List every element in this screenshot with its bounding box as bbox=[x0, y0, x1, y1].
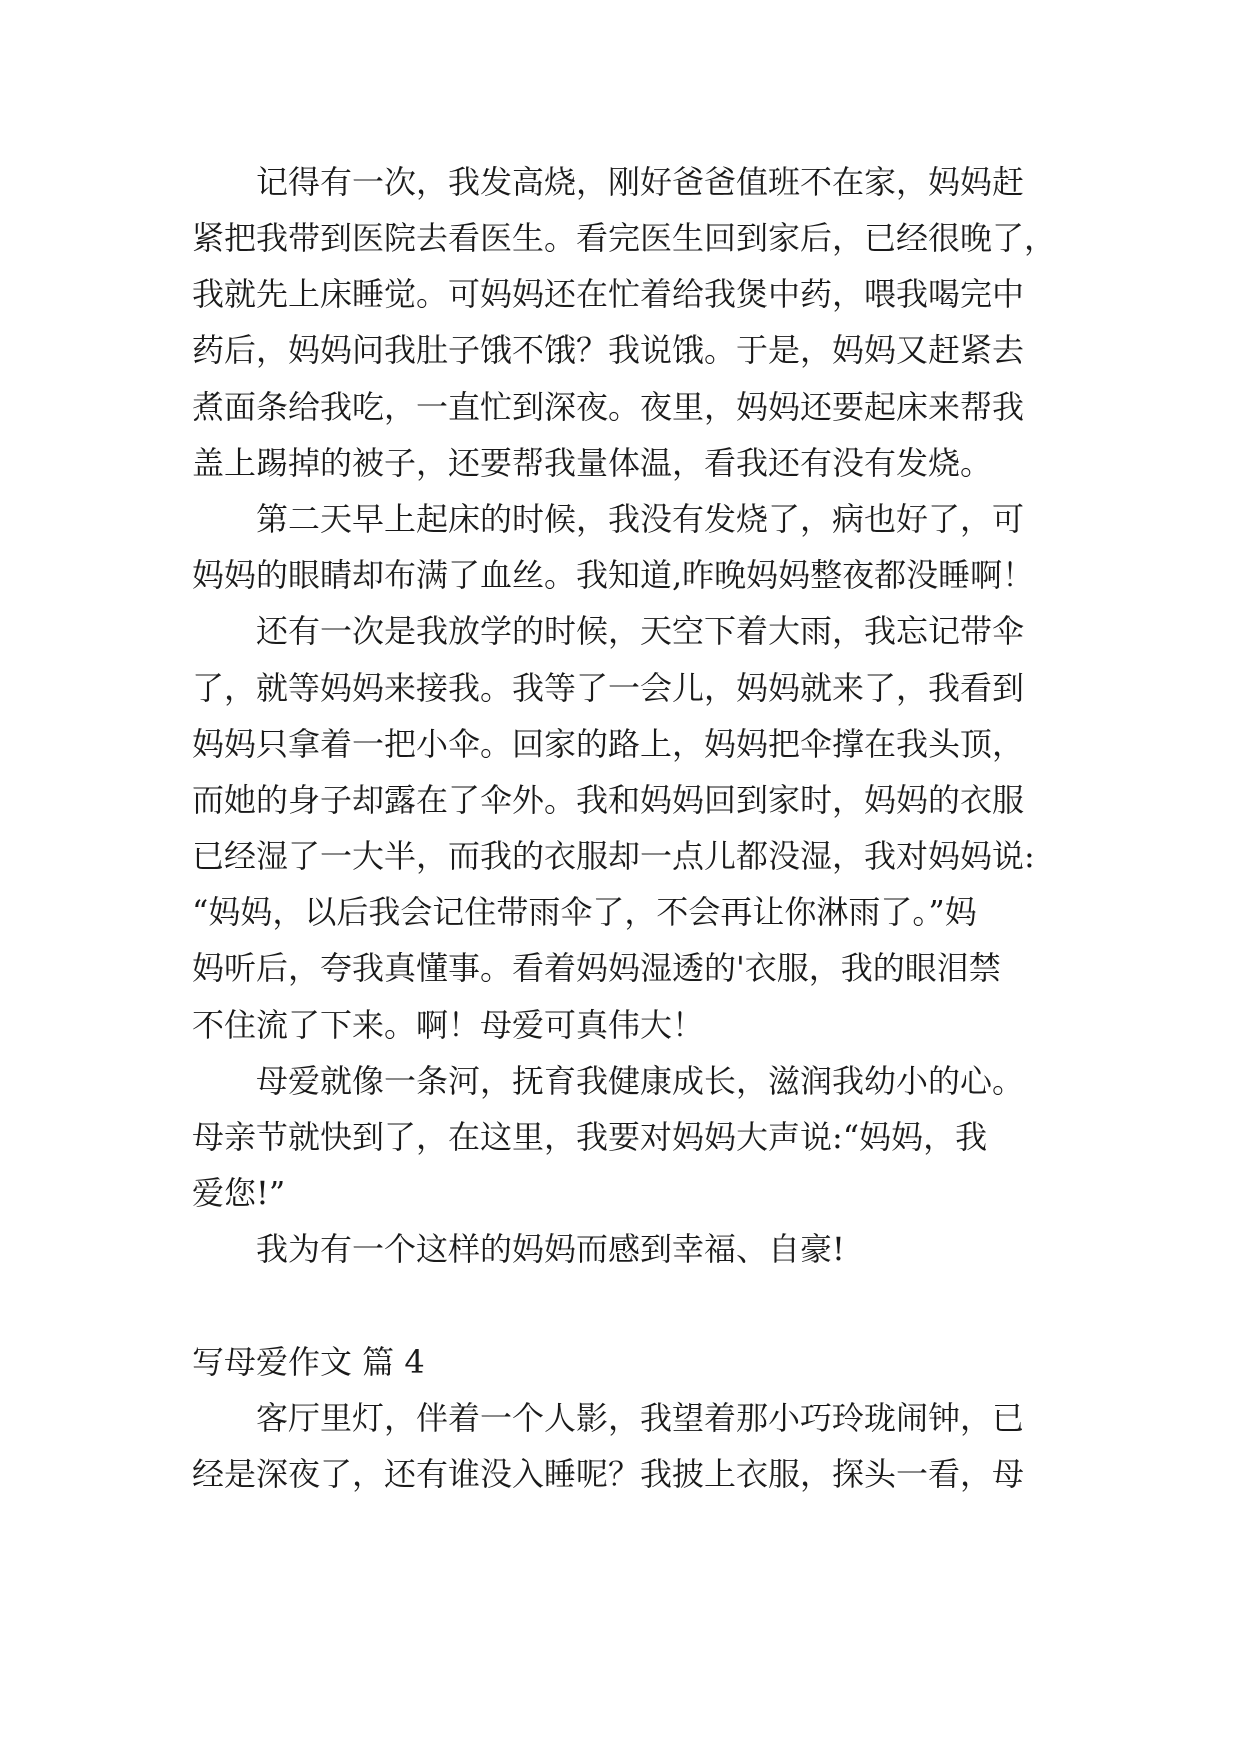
section-heading: 写母爱作文 篇 4 bbox=[192, 1343, 425, 1381]
text-line: 妈听后，夸我真懂事。看着妈妈湿透的'衣服，我的眼泪禁 bbox=[192, 949, 1001, 987]
text-line: 还有一次是我放学的时候，天空下着大雨，我忘记带伞 bbox=[256, 612, 1025, 650]
text-line: 不住流了下来。啊！母爱可真伟大！ bbox=[192, 1006, 705, 1044]
text-line: 爱您!” bbox=[192, 1174, 286, 1212]
text-line: 煮面条给我吃，一直忙到深夜。夜里，妈妈还要起床来帮我 bbox=[192, 388, 1025, 426]
text-line: 客厅里灯，伴着一个人影，我望着那小巧玲珑闹钟，已 bbox=[256, 1399, 1025, 1437]
text-line: 母爱就像一条河，抚育我健康成长，滋润我幼小的心。 bbox=[256, 1062, 1025, 1100]
text-line: 第二天早上起床的时候，我没有发烧了，病也好了，可 bbox=[256, 500, 1025, 538]
text-line: 我就先上床睡觉。可妈妈还在忙着给我煲中药，喂我喝完中 bbox=[192, 275, 1025, 313]
text-line: 妈妈只拿着一把小伞。回家的路上，妈妈把伞撑在我头顶， bbox=[192, 725, 1025, 763]
text-line: 经是深夜了，还有谁没入睡呢？我披上衣服，探头一看，母 bbox=[192, 1455, 1025, 1493]
text-line: 妈妈的眼睛却布满了血丝。我知道,昨晚妈妈整夜都没睡啊！ bbox=[192, 556, 1035, 594]
text-line: 已经湿了一大半，而我的衣服却一点儿都没湿，我对妈妈说: bbox=[192, 837, 1035, 875]
text-line: 药后，妈妈问我肚子饿不饿？我说饿。于是，妈妈又赶紧去 bbox=[192, 331, 1025, 369]
text-line: 而她的身子却露在了伞外。我和妈妈回到家时，妈妈的衣服 bbox=[192, 781, 1025, 819]
text-line: 记得有一次，我发高烧，刚好爸爸值班不在家，妈妈赶 bbox=[256, 163, 1025, 201]
text-line: 了，就等妈妈来接我。我等了一会儿，妈妈就来了，我看到 bbox=[192, 669, 1025, 707]
text-line: “妈妈，以后我会记住带雨伞了，不会再让你淋雨了。”妈 bbox=[192, 893, 977, 931]
text-line: 我为有一个这样的妈妈而感到幸福、自豪! bbox=[256, 1230, 845, 1268]
text-line: 紧把我带到医院去看医生。看完医生回到家后，已经很晚了， bbox=[192, 219, 1057, 257]
text-line: 盖上踢掉的被子，还要帮我量体温，看我还有没有发烧。 bbox=[192, 444, 993, 482]
text-line: 母亲节就快到了，在这里，我要对妈妈大声说:“妈妈，我 bbox=[192, 1118, 988, 1156]
